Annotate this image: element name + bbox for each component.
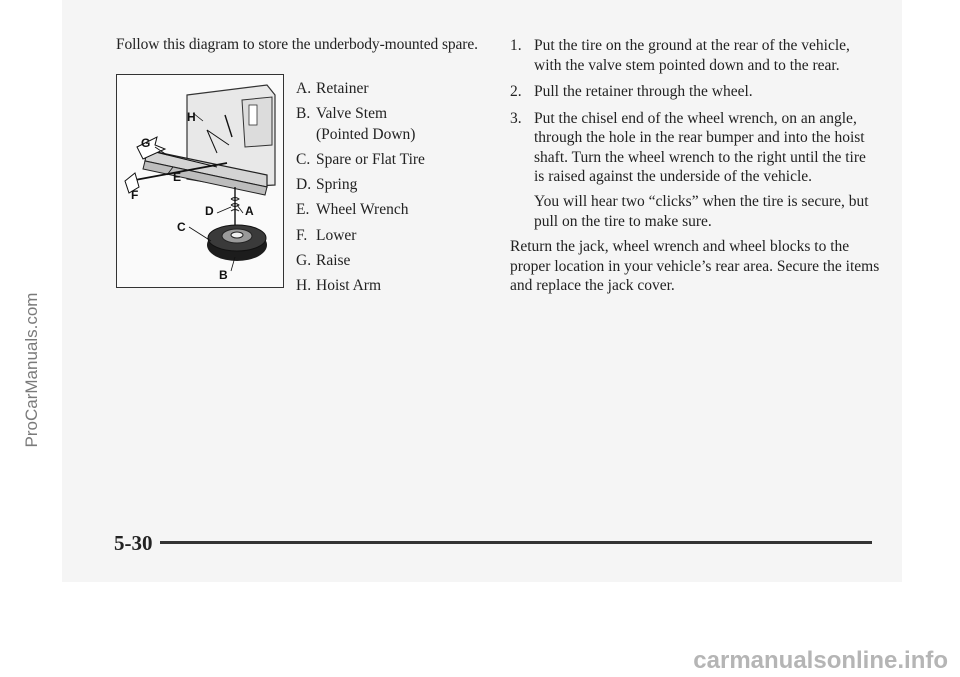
intro-text: Follow this diagram to store the underbody-mounted spare. <box>116 36 478 53</box>
step-number: 3. <box>510 109 522 127</box>
diagram-label-b: B <box>219 268 228 282</box>
bottom-watermark: carmanualsonline.info <box>693 647 948 674</box>
step-text: Put the tire on the ground at the rear of the vehicle, with the valve stem pointed down and to the rear. <box>534 37 850 74</box>
legend-item <box>296 223 425 248</box>
legend-item <box>296 122 425 147</box>
legend-text: Spring <box>316 176 358 194</box>
footer-rule <box>160 541 872 544</box>
legend-text: Retainer <box>316 80 369 97</box>
legend-item <box>296 248 425 273</box>
page-number: 5-30 <box>114 531 153 555</box>
diagram-label-f: F <box>131 188 139 202</box>
legend-text: Hoist Arm <box>316 277 382 295</box>
diagram-label-c: C <box>177 220 186 234</box>
legend-text: Spare or Flat Tire <box>316 150 425 168</box>
legend-text: Lower <box>316 226 357 244</box>
diagram-label-g: G <box>141 136 151 150</box>
step-text: Put the chisel end of the wheel wrench, on an angle, through the hole in the rear bumper and into the hoist shaft. Turn the wheel wrench to the right until the tire is raised against the underside of the vehicle. <box>534 109 866 185</box>
step-number: 2. <box>510 83 522 100</box>
legend-item <box>296 197 425 222</box>
diagram-illustration <box>117 75 283 287</box>
legend-item <box>296 147 425 172</box>
step-item <box>510 82 880 102</box>
legend-item <box>296 76 425 101</box>
diagram-label-a: A <box>245 204 254 218</box>
return-paragraph: Return the jack, wheel wrench and wheel blocks to the proper location in your vehicle’s rear area. Secure the items and replace the jack cover. <box>510 238 880 294</box>
legend-text: Raise <box>316 252 351 270</box>
legend-letter: A. <box>296 80 312 97</box>
legend-letter: E. <box>296 201 310 219</box>
legend-text: Wheel Wrench <box>316 201 409 219</box>
clicks-note: You will hear two “clicks” when the tire is secure, but pull on the tire to make sure. <box>534 193 869 230</box>
legend-letter: C. <box>296 150 311 168</box>
legend-letter: H. <box>296 277 312 295</box>
legend-letter: G. <box>296 252 312 270</box>
legend-item <box>296 273 425 298</box>
side-watermark: ProCarManuals.com <box>22 292 41 448</box>
step-text: Pull the retainer through the wheel. <box>534 83 753 100</box>
diagram-legend <box>296 76 425 299</box>
step-item <box>510 36 880 75</box>
spare-tire-diagram <box>116 74 284 288</box>
legend-text: (Pointed Down) <box>316 125 416 143</box>
legend-item <box>296 172 425 197</box>
diagram-label-h: H <box>187 110 196 124</box>
legend-letter: F. <box>296 226 308 244</box>
diagram-label-e: E <box>173 170 182 184</box>
legend-letter: D. <box>296 176 312 194</box>
legend-text: Valve Stem <box>316 105 388 123</box>
diagram-label-d: D <box>205 204 214 218</box>
instruction-steps <box>510 36 880 194</box>
legend-letter: B. <box>296 105 311 123</box>
step-item <box>510 109 880 187</box>
step-number: 1. <box>510 37 522 54</box>
